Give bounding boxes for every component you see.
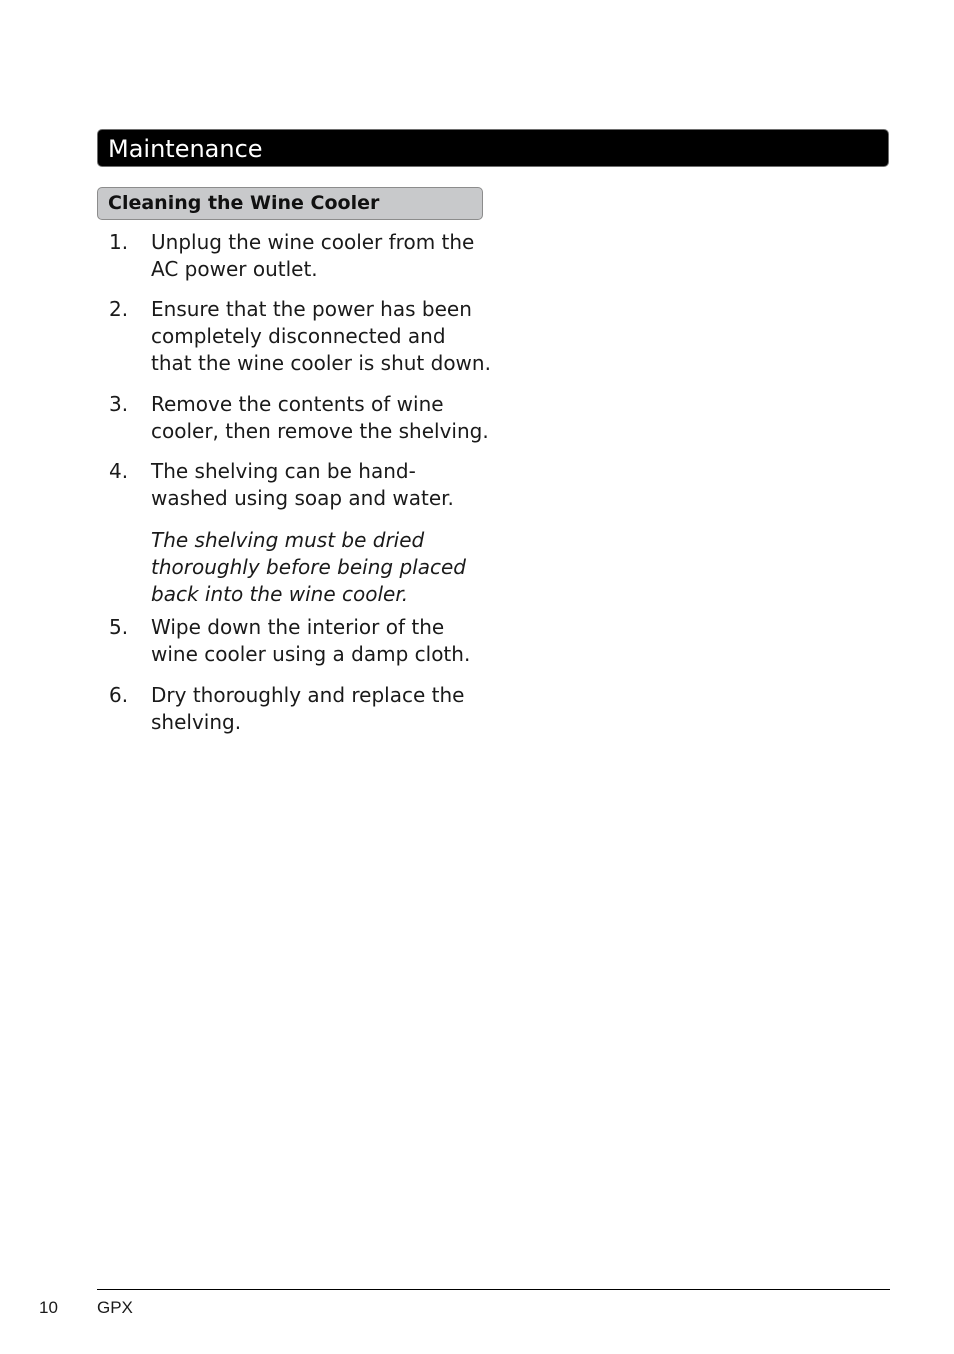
subsection-title: Cleaning the Wine Cooler <box>108 192 380 214</box>
section-title-bar <box>97 129 889 167</box>
step-number: 5. <box>109 615 129 639</box>
step-text: Unplug the wine cooler from the AC power outlet. <box>151 230 475 281</box>
step-number: 3. <box>109 392 129 416</box>
footer-divider <box>97 1289 890 1290</box>
step-number: 2. <box>109 297 129 321</box>
step-number: 1. <box>109 230 129 254</box>
subsection-title-bar <box>97 187 483 220</box>
step-number: 6. <box>109 683 129 707</box>
step-text: Remove the contents of wine cooler, then remove the shelving. <box>151 392 489 443</box>
step-text: Dry thoroughly and replace the shelving. <box>151 683 465 734</box>
page-number: 10 <box>39 1298 58 1317</box>
section-title: Maintenance <box>108 135 263 163</box>
step-text: The shelving can be hand-washed using soap and water. <box>151 459 454 510</box>
footer-brand: GPX <box>97 1298 133 1317</box>
step-text: Ensure that the power has been completely disconnected and that the wine cooler is shut down. <box>151 297 491 375</box>
shelving-drying-note: The shelving must be dried thoroughly before being placed back into the wine cooler. <box>151 528 466 606</box>
step-number: 4. <box>109 459 129 483</box>
step-text: Wipe down the interior of the wine cooler using a damp cloth. <box>151 615 471 666</box>
